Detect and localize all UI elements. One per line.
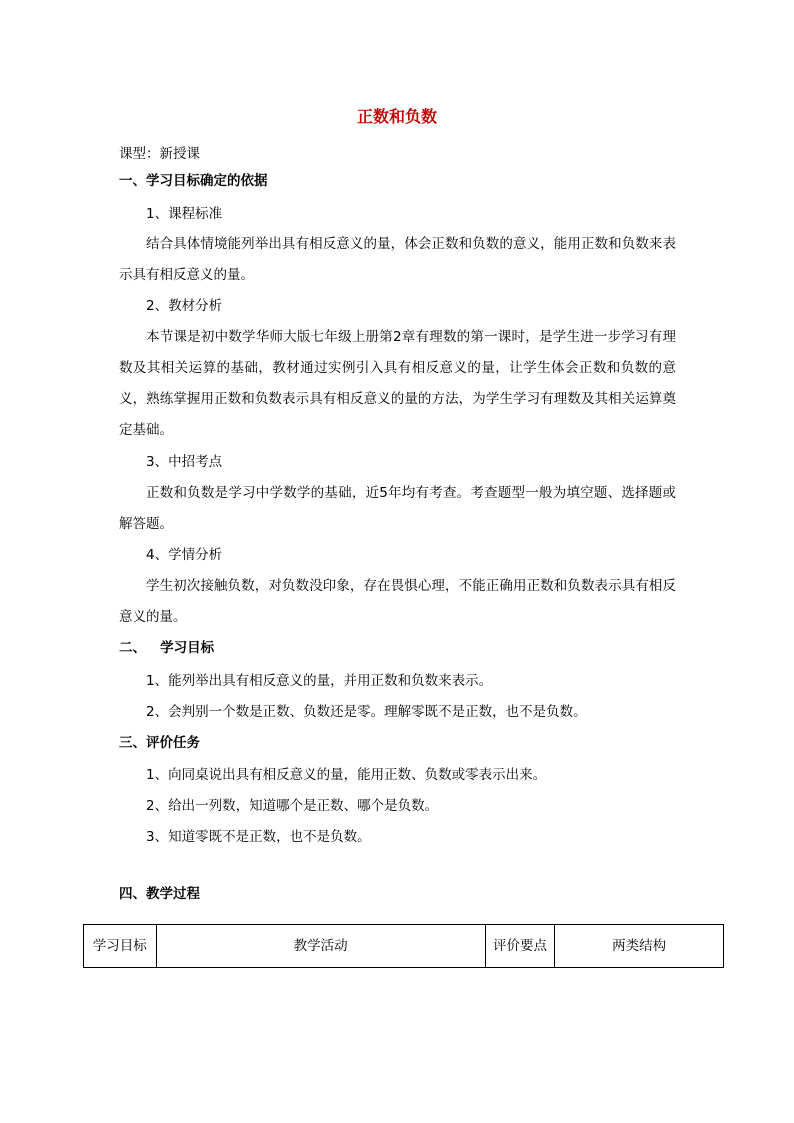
table-header-two-structures: 两类结构 [555, 925, 724, 968]
paragraph-student-analysis: 学生初次接触负数，对负数没印象，存在畏惧心理，不能正确用正数和负数表示具有相反意义的量。 [119, 578, 676, 625]
paragraph-curriculum-standard: 结合具体情境能列举出具有相反意义的量，体会正数和负数的意义，能用正数和负数来表示具有相反意义的量。 [119, 236, 676, 283]
assessment-task-item: 3、知道零既不是正数，也不是负数。 [146, 829, 371, 845]
subheading-textbook-analysis: 2、教材分析 [146, 298, 223, 314]
assessment-task-item: 2、给出一列数，知道哪个是正数、哪个是负数。 [146, 798, 439, 814]
teaching-process-table [83, 924, 724, 968]
paragraph-textbook-analysis: 本节课是初中数学华师大版七年级上册第2章有理数的第一课时，是学生进一步学习有理数及其相关运算的基础，教材通过实例引入具有相反意义的量，让学生体会正数和负数的意义，熟练掌握用正数和负数表示具有相反意义的量的方法，为学生学习有理数及其相关运算奠定基础。 [119, 329, 676, 438]
lesson-type: 课型：新授课 [119, 146, 200, 162]
section-4-heading: 四、教学过程 [119, 886, 200, 902]
learning-goal-item: 1、能列举出具有相反意义的量，并用正数和负数来表示。 [146, 673, 493, 689]
section-3-heading: 三、评价任务 [119, 735, 200, 751]
section-2-heading: 二、 学习目标 [119, 640, 215, 656]
learning-goal-item: 2、会判别一个数是正数、负数还是零。理解零既不是正数，也不是负数。 [146, 704, 587, 720]
subheading-student-analysis: 4、学情分析 [146, 547, 223, 563]
table-header-teaching-activity: 教学活动 [156, 925, 485, 968]
paragraph-exam-points: 正数和负数是学习中学数学的基础，近5年均有考查。考查题型一般为填空题、选择题或解答题。 [119, 485, 676, 532]
section-1-heading: 一、学习目标确定的依据 [119, 173, 268, 189]
assessment-task-item: 1、向同桌说出具有相反意义的量，能用正数、负数或零表示出来。 [146, 767, 547, 783]
subheading-exam-points: 3、中招考点 [146, 454, 223, 470]
table-header-learning-goal: 学习目标 [84, 925, 157, 968]
document-title: 正数和负数 [356, 107, 437, 126]
subheading-curriculum-standard: 1、课程标准 [146, 206, 223, 222]
table-header-row [84, 925, 724, 968]
table-header-evaluation-points: 评价要点 [485, 925, 555, 968]
